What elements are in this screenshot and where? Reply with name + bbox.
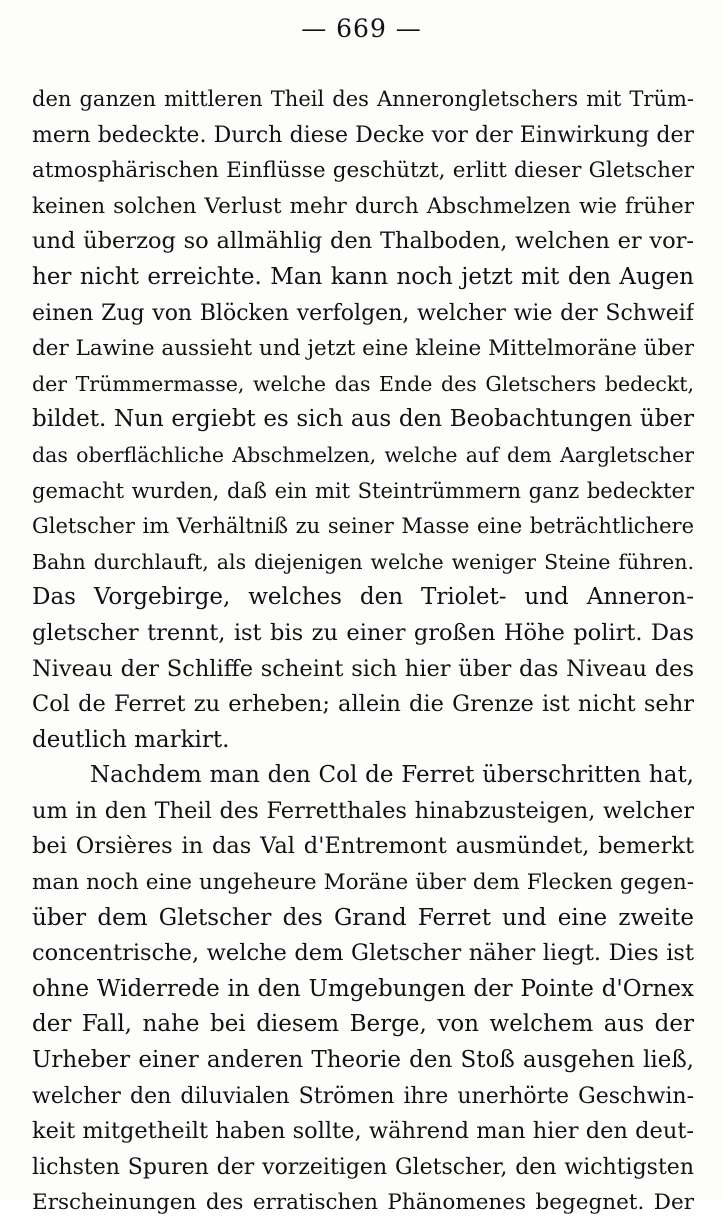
text-line: keit mitgetheilt haben sollte, während man hier den deut- xyxy=(32,1118,694,1145)
text-line: Niveau der Schliffe scheint sich hier über das Niveau des xyxy=(32,655,694,682)
text-line: Col de Ferret zu erheben; allein die Grenze ist nicht sehr xyxy=(32,691,694,718)
text-line: über dem Gletscher des Grand Ferret und eine zweite xyxy=(32,904,694,931)
text-line: bei Orsières in das Val d'Entremont ausmündet, bemerkt xyxy=(32,833,694,860)
text-line: und überzog so allmählig den Thalboden, welchen er vor- xyxy=(32,228,694,255)
text-line: mern bedeckte. Durch diese Decke vor der Einwirkung der xyxy=(32,122,694,148)
text-line: ohne Widerrede in den Umgebungen der Pointe d'Ornex xyxy=(32,975,694,1002)
text-line: Nachdem man den Col de Ferret überschritten hat, xyxy=(90,762,694,789)
text-line: her nicht erreichte. Man kann noch jetzt mit den Augen xyxy=(32,263,694,290)
text-line: der Fall, nahe bei diesem Berge, von welchem aus der xyxy=(32,1011,694,1038)
text-line: gletscher trennt, ist bis zu einer großen Höhe polirt. Das xyxy=(32,619,694,646)
text-line: um in den Theil des Ferretthales hinabzusteigen, welcher xyxy=(32,797,694,824)
text-line: welcher den diluvialen Strömen ihre unerhörte Geschwin- xyxy=(32,1083,694,1109)
text-line: Erscheinungen des erratischen Phänomenes begegnet. Der xyxy=(32,1190,694,1216)
text-line: bildet. Nun ergiebt es sich aus den Beobachtungen über xyxy=(32,406,694,433)
text-line: Urheber einer anderen Theorie den Stoß ausgehen ließ, xyxy=(32,1047,694,1074)
body-text xyxy=(32,82,694,1221)
text-line: das oberflächliche Abschmelzen, welche auf dem Aargletscher xyxy=(32,442,694,467)
text-line: keinen solchen Verlust mehr durch Abschmelzen wie früher xyxy=(32,193,694,219)
text-line: atmosphärischen Einflüsse geschützt, erlitt dieser Gletscher xyxy=(32,158,694,184)
page-number: — 669 — xyxy=(301,14,422,43)
text-line: Bahn durchlauft, als diejenigen welche weniger Steine führen. xyxy=(32,549,694,574)
text-line: der Trümmermasse, welche das Ende des Gletschers bedeckt, xyxy=(32,371,694,396)
text-line: Gletscher im Verhältniß zu seiner Masse eine beträchtlichere xyxy=(32,514,694,539)
text-line: deutlich markirt. xyxy=(32,726,230,753)
text-line: den ganzen mittleren Theil des Annerongletschers mit Trüm- xyxy=(32,87,694,111)
text-line: man noch eine ungeheure Moräne über dem Flecken gegen- xyxy=(32,870,694,896)
text-line: Das Vorgebirge, welches den Triolet- und Anneron- xyxy=(32,584,694,611)
text-line: der Lawine aussieht und jetzt eine kleine Mittelmoräne über xyxy=(32,336,694,362)
text-line: einen Zug von Blöcken verfolgen, welcher wie der Schweif xyxy=(32,300,694,326)
text-line: gemacht wurden, daß ein mit Steintrümmern ganz bedeckter xyxy=(32,478,694,503)
text-line: concentrische, welche dem Gletscher näher liegt. Dies ist xyxy=(32,940,694,967)
text-line: lichsten Spuren der vorzeitigen Gletscher, den wichtigsten xyxy=(32,1154,694,1180)
